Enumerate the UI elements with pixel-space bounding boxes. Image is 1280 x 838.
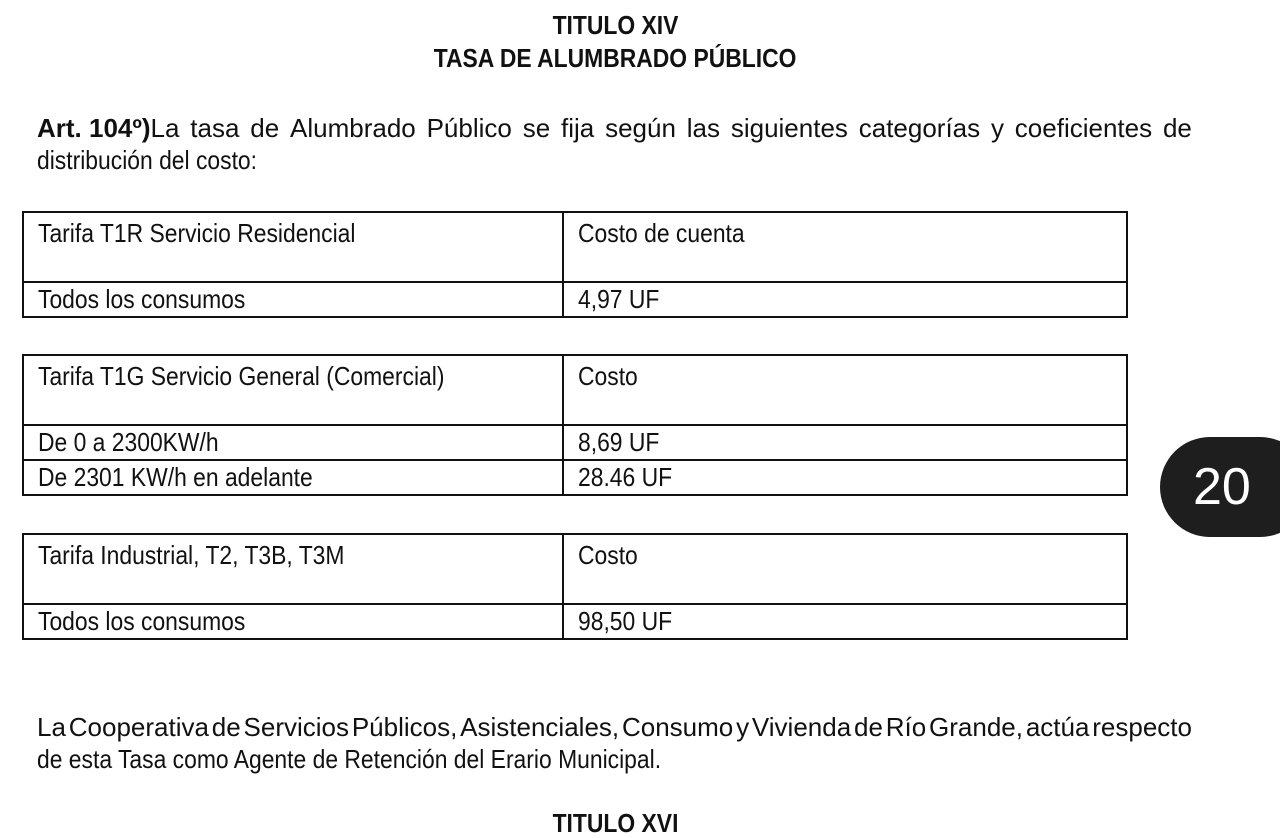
word: y [736,712,750,742]
word: tasa [190,113,240,143]
word: La [150,113,180,143]
table-row [23,460,1127,495]
range-cell: Todos los consumos [23,604,563,639]
word: Públicos, [351,712,458,742]
next-section-title: TITULO XVI [552,808,678,838]
range-cell: De 2301 KW/h en adelante [23,460,563,495]
word: La [37,712,66,742]
category-cell: Tarifa T1R Servicio Residencial [23,212,563,282]
word: se [522,113,551,143]
word: de [854,712,883,742]
word: Grande, [929,712,1023,742]
tariff-table-commercial [22,354,1128,496]
word: según [605,113,676,143]
table-row [23,604,1127,639]
word: las [686,113,720,143]
word: coeficientes [1014,113,1153,143]
word: de [1162,113,1192,143]
value-cell: 98,50 UF [563,604,1127,639]
cost-header-cell: Costo [563,355,1127,425]
word: de [250,113,280,143]
article-line-2: distribución del costo: [37,145,258,175]
category-cell: Tarifa Industrial, T2, T3B, T3M [23,534,563,604]
range-cell: De 0 a 2300KW/h [23,425,563,460]
page-number-badge: 20 [1160,437,1280,537]
table-header-row [23,355,1127,425]
closing-line-1 [37,711,1192,743]
article-label: Art. 104º) [37,113,151,143]
word: categorías [858,113,981,143]
word: de [211,712,241,742]
word: y [990,113,1004,143]
category-cell: Tarifa T1G Servicio General (Comercial) [23,355,563,425]
cost-header-cell: Costo [563,534,1127,604]
article-line-1 [37,112,1192,144]
tariff-table-industrial [22,533,1128,640]
word: Vivienda [751,712,852,742]
word: Asistenciales, [460,712,620,742]
table-row [23,425,1127,460]
page-title: TITULO XIV [552,10,678,40]
word: Servicios [243,712,350,742]
table-header-row [23,212,1127,282]
cost-header-cell: Costo de cuenta [563,212,1127,282]
article-lead [37,112,179,144]
word: Cooperativa [68,712,209,742]
page-subtitle: TASA DE ALUMBRADO PÚBLICO [433,43,797,73]
closing-paragraph [37,711,1192,775]
word: fija [561,113,595,143]
word: actúa [1025,712,1090,742]
tariff-table-residential [22,211,1128,318]
value-cell: 4,97 UF [563,282,1127,317]
word: Alumbrado [290,113,416,143]
word: Consumo [621,712,734,742]
table-row [23,282,1127,317]
value-cell: 28.46 UF [563,460,1127,495]
value-cell: 8,69 UF [563,425,1127,460]
word: Río [885,712,927,742]
word: siguientes [730,113,848,143]
word: respecto [1092,712,1192,742]
word: Público [426,113,512,143]
article-paragraph [37,112,1192,176]
closing-line-2: de esta Tasa como Agente de Retención del Erario Municipal. [37,744,662,774]
range-cell: Todos los consumos [23,282,563,317]
table-header-row [23,534,1127,604]
